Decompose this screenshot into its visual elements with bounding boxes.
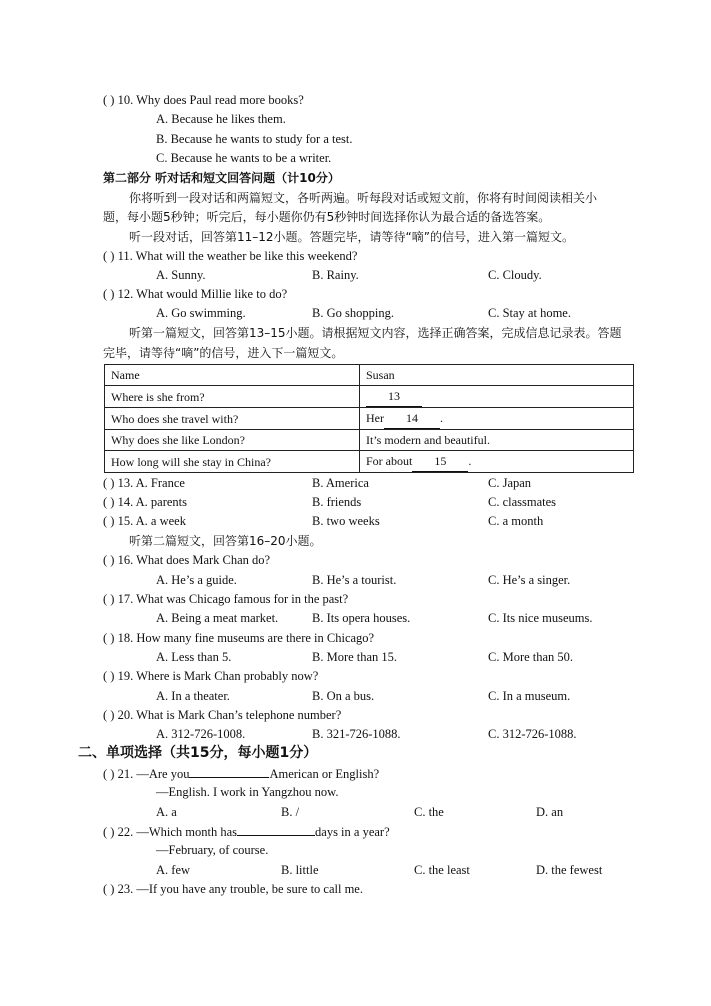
answer-blank-13: 13 bbox=[366, 386, 422, 407]
question-21-option-d: D. an bbox=[536, 805, 564, 819]
question-15-stem: ( ) 15. A. a week bbox=[103, 514, 186, 528]
answer-blank-14: 14 bbox=[384, 408, 440, 429]
question-12-option-a: A. Go swimming. bbox=[156, 306, 246, 320]
table-cell: It’s modern and beautiful. bbox=[360, 430, 634, 451]
question-12-option-b: B. Go shopping. bbox=[312, 306, 394, 320]
question-20-stem: ( ) 20. What is Mark Chan’s telephone number? bbox=[103, 708, 342, 722]
part-2-intro-line2: 题，每小题5秒钟；听完后，每小题你仍有5秒钟时间选择你认为最合适的备选答案。 bbox=[103, 210, 551, 224]
table-cell: Where is she from? bbox=[105, 386, 360, 408]
question-16-stem: ( ) 16. What does Mark Chan do? bbox=[103, 553, 271, 567]
question-20-option-c: C. 312-726-1088. bbox=[488, 727, 577, 741]
dialog-instruction: 听一段对话，回答第11–12小题。答题完毕，请等待“嘀”的信号，进入第一篇短文。 bbox=[129, 230, 574, 244]
answer-blank-22 bbox=[237, 823, 315, 836]
question-10-stem: ( ) 10. Why does Paul read more books? bbox=[103, 93, 304, 107]
question-15-option-b: B. two weeks bbox=[312, 514, 380, 528]
table-cell: Susan bbox=[360, 365, 634, 386]
table-cell: For about 15 . bbox=[360, 451, 634, 473]
question-14-option-c: C. classmates bbox=[488, 495, 557, 509]
question-11-option-a: A. Sunny. bbox=[156, 268, 206, 282]
question-14-stem: ( ) 14. A. parents bbox=[103, 495, 188, 509]
question-18-stem: ( ) 18. How many fine museums are there in Chicago? bbox=[103, 631, 375, 645]
question-21-option-c: C. the bbox=[414, 805, 444, 819]
question-17-stem: ( ) 17. What was Chicago famous for in the past? bbox=[103, 592, 349, 606]
question-21-stem-start: ( ) 21. —Are you bbox=[103, 767, 190, 781]
question-22-option-b: B. little bbox=[281, 863, 319, 877]
question-12-option-c: C. Stay at home. bbox=[488, 306, 571, 320]
question-16-option-a: A. He’s a guide. bbox=[156, 573, 237, 587]
question-18-option-b: B. More than 15. bbox=[312, 650, 398, 664]
question-22-stem-end: days in a year? bbox=[315, 825, 390, 839]
question-21-stem-end: American or English? bbox=[269, 767, 380, 781]
question-17-option-b: B. Its opera houses. bbox=[312, 611, 411, 625]
question-11-stem: ( ) 11. What will the weather be like this weekend? bbox=[103, 249, 358, 263]
question-10-option-a: A. Because he likes them. bbox=[156, 112, 286, 126]
answer-blank-15: 15 bbox=[412, 451, 468, 472]
question-11-option-c: C. Cloudy. bbox=[488, 268, 542, 282]
section-2-title: 二、单项选择（共15分，每小题1分） bbox=[78, 745, 318, 761]
table-row bbox=[105, 408, 634, 430]
question-19-option-a: A. In a theater. bbox=[156, 689, 230, 703]
table-cell-text: For about bbox=[366, 454, 413, 468]
table-cell: Who does she travel with? bbox=[105, 408, 360, 430]
table-cell bbox=[360, 386, 634, 408]
question-17-option-c: C. Its nice museums. bbox=[488, 611, 593, 625]
question-16-option-c: C. He’s a singer. bbox=[488, 573, 571, 587]
question-21-option-a: A. a bbox=[156, 805, 177, 819]
question-18-option-a: A. Less than 5. bbox=[156, 650, 232, 664]
question-21-reply: —English. I work in Yangzhou now. bbox=[156, 785, 339, 799]
question-22-option-c: C. the least bbox=[414, 863, 470, 877]
question-11-option-b: B. Rainy. bbox=[312, 268, 359, 282]
table-row bbox=[105, 430, 634, 451]
table-cell-text: Her bbox=[366, 411, 384, 425]
question-19-option-c: C. In a museum. bbox=[488, 689, 571, 703]
question-13-option-c: C. Japan bbox=[488, 476, 532, 490]
question-22-option-a: A. few bbox=[156, 863, 191, 877]
question-12-stem: ( ) 12. What would Millie like to do? bbox=[103, 287, 288, 301]
question-23-stem: ( ) 23. —If you have any trouble, be sure to call me. bbox=[103, 882, 363, 896]
question-16-option-b: B. He’s a tourist. bbox=[312, 573, 397, 587]
passage-1-instruction-line1: 听第一篇短文，回答第13–15小题。请根据短文内容，选择正确答案，完成信息记录表。答题 bbox=[129, 326, 622, 340]
table-cell: Why does she like London? bbox=[105, 430, 360, 451]
table-cell: Name bbox=[105, 365, 360, 386]
question-19-option-b: B. On a bus. bbox=[312, 689, 375, 703]
question-17-option-a: A. Being a meat market. bbox=[156, 611, 279, 625]
question-22-reply: —February, of course. bbox=[156, 843, 269, 857]
question-13-option-b: B. America bbox=[312, 476, 369, 490]
passage-1-instruction-line2: 完毕，请等待“嘀”的信号，进入下一篇短文。 bbox=[103, 346, 344, 360]
question-14-option-b: B. friends bbox=[312, 495, 362, 509]
passage-2-instruction: 听第二篇短文，回答第16–20小题。 bbox=[129, 534, 322, 548]
table-cell: Her 14 . bbox=[360, 408, 634, 430]
part-2-intro-line1: 你将听到一段对话和两篇短文，各听两遍。听每段对话或短文前，你将有时间阅读相关小 bbox=[129, 191, 598, 205]
question-22-stem-start: ( ) 22. —Which month has bbox=[103, 825, 238, 839]
question-19-stem: ( ) 19. Where is Mark Chan probably now? bbox=[103, 669, 319, 683]
question-20-option-b: B. 321-726-1088. bbox=[312, 727, 401, 741]
question-22-stem bbox=[103, 823, 390, 840]
question-18-option-c: C. More than 50. bbox=[488, 650, 574, 664]
question-13-stem: ( ) 13. A. France bbox=[103, 476, 185, 490]
question-20-option-a: A. 312-726-1008. bbox=[156, 727, 246, 741]
information-record-table bbox=[104, 364, 634, 473]
question-10-option-c: C. Because he wants to be a writer. bbox=[156, 151, 332, 165]
question-10-option-b: B. Because he wants to study for a test. bbox=[156, 132, 353, 146]
table-row bbox=[105, 451, 634, 473]
question-21-option-b: B. / bbox=[281, 805, 300, 819]
table-cell: How long will she stay in China? bbox=[105, 451, 360, 473]
table-row bbox=[105, 386, 634, 408]
part-2-title: 第二部分 听对话和短文回答问题（计10分） bbox=[103, 171, 340, 185]
table-row bbox=[105, 365, 634, 386]
answer-blank-21 bbox=[189, 765, 269, 778]
question-21-stem bbox=[103, 765, 379, 782]
question-15-option-c: C. a month bbox=[488, 514, 544, 528]
question-22-option-d: D. the fewest bbox=[536, 863, 603, 877]
